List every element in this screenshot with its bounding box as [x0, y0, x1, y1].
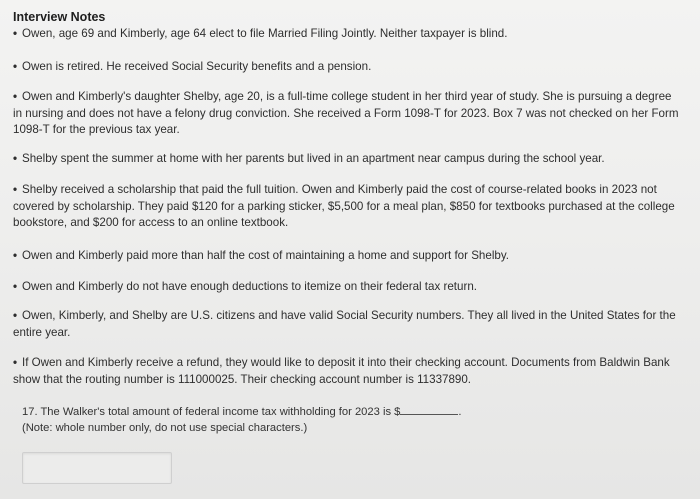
question-17	[22, 403, 461, 436]
note-deductions	[13, 279, 681, 296]
question-note: (Note: whole number only, do not use special characters.)	[22, 422, 308, 434]
bullet: •	[13, 183, 18, 196]
note-scholarship-expenses	[13, 182, 681, 232]
note-text: Owen and Kimberly do not have enough deductions to itemize on their federal tax return.	[22, 280, 478, 293]
note-text: Shelby received a scholarship that paid the full tuition. Owen and Kimberly paid the cost of course-related books in 2023 not covered by scholarship. They paid $120 for a parking sticker, $5,500 for a meal plan, $850 for textbooks purchased at the college bookstore, and $200 for access to an online textbook.	[13, 183, 675, 229]
note-text: Owen, age 69 and Kimberly, age 64 elect to file Married Filing Jointly. Neither taxpayer is blind.	[22, 27, 508, 40]
bullet: •	[13, 152, 18, 165]
question-text: 17. The Walker's total amount of federal income tax withholding for 2023 is $	[22, 406, 401, 418]
bullet: •	[13, 356, 18, 369]
note-residence	[13, 151, 681, 168]
note-text: Shelby spent the summer at home with her parents but lived in an apartment near campus during the school year.	[22, 152, 605, 165]
note-filing-status	[13, 26, 681, 43]
bullet: •	[13, 249, 18, 262]
note-retirement	[13, 59, 681, 76]
question-end: .	[458, 406, 462, 418]
note-text: If Owen and Kimberly receive a refund, they would like to deposit it into their checking account. Documents from Baldwin Bank show that the routing number is 111000025. Their checking account number is 11337890.	[13, 356, 670, 386]
bullet: •	[13, 309, 18, 322]
note-text: Owen and Kimberly paid more than half the cost of maintaining a home and support for Shelby.	[22, 249, 509, 262]
bullet: •	[13, 280, 18, 293]
note-text: Owen is retired. He received Social Security benefits and a pension.	[22, 60, 372, 73]
page-title: Interview Notes	[13, 10, 106, 24]
answer-blank	[400, 403, 458, 415]
note-refund-deposit	[13, 355, 681, 388]
answer-input[interactable]	[22, 452, 172, 484]
question-line	[22, 403, 461, 420]
note-text: Owen and Kimberly's daughter Shelby, age 20, is a full-time college student in her third year of study. She is pursuing a degree in nursing and does not have a felony drug conviction. She received a Form 1098-T for 2023. Box 7 was not checked on her Form 1098-T for the previous tax year.	[13, 90, 679, 136]
note-support	[13, 248, 681, 265]
bullet: •	[13, 60, 18, 73]
bullet: •	[13, 90, 18, 103]
bullet: •	[13, 27, 18, 40]
note-daughter-student	[13, 89, 681, 139]
note-citizenship	[13, 308, 681, 341]
note-text: Owen, Kimberly, and Shelby are U.S. citizens and have valid Social Security numbers. They all lived in the United States for the entire year.	[13, 309, 676, 339]
